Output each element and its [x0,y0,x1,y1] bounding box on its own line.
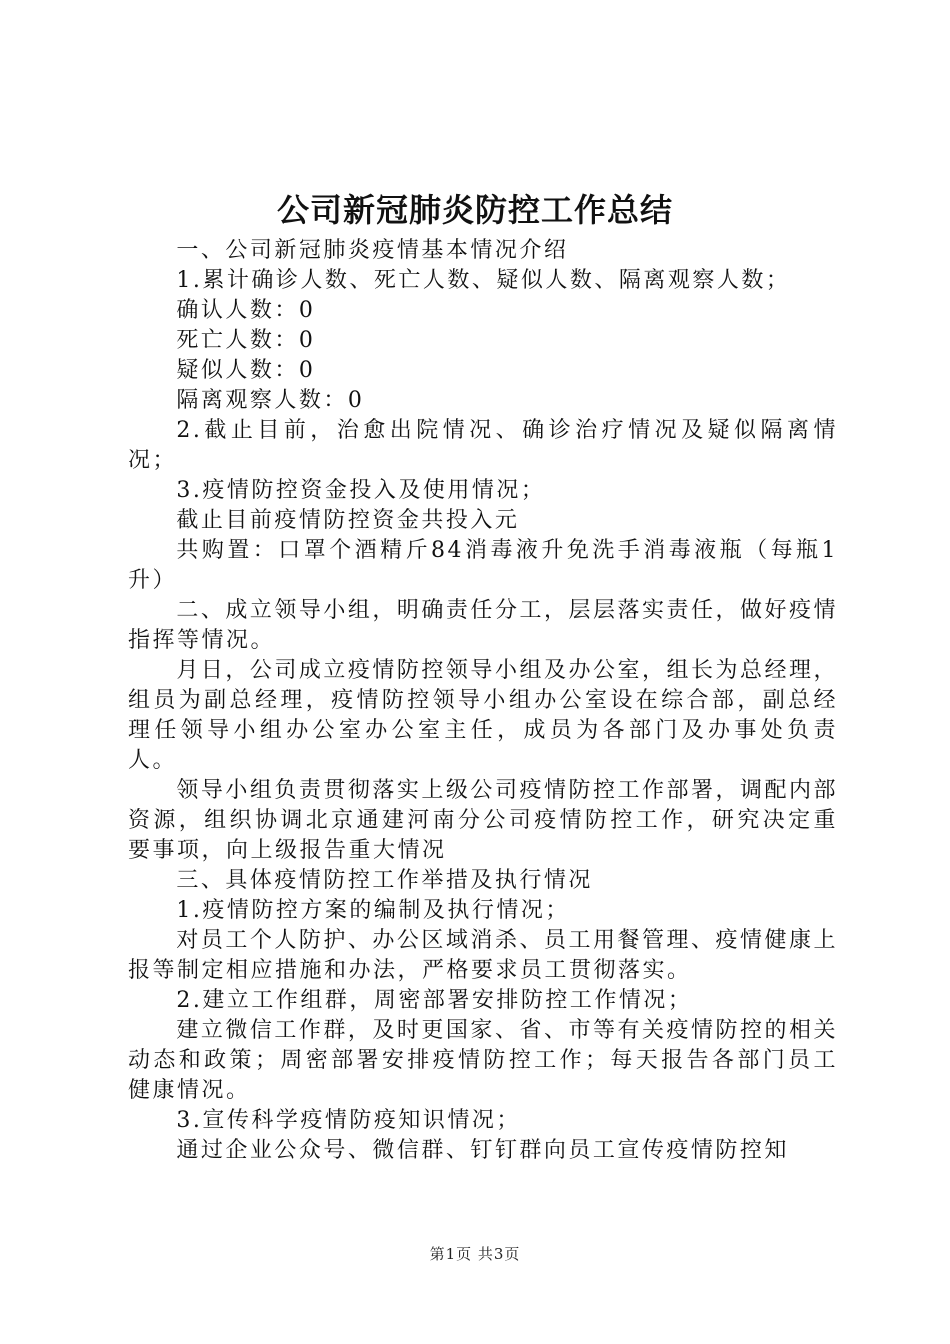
page-footer: 第1页 共3页 [429,1245,521,1263]
section-heading-3: 三、具体疫情防控工作举措及执行情况 [176,868,593,893]
paragraph: 建立微信工作群，及时更国家、省、市等有关疫情防控的相关动态和政策；周密部署安排疫情防控工作；每天报告各部门员工健康情况。 [128,1018,838,1103]
paragraph: 确认人数：0 [176,298,316,323]
paragraph: 共购置：口罩个酒精斤84消毒液升免洗手消毒液瓶（每瓶1升） [128,538,838,593]
paragraph: 1.疫情防控方案的编制及执行情况； [176,898,570,923]
paragraph: 2.建立工作组群，周密部署安排防控工作情况； [176,988,693,1013]
paragraph: 2.截止目前，治愈出院情况、确诊治疗情况及疑似隔离情况； [128,418,838,473]
paragraph: 隔离观察人数：0 [176,388,365,413]
document-body [128,236,838,1166]
paragraph: 领导小组负责贯彻落实上级公司疫情防控工作部署，调配内部资源，组织协调北京通建河南分公司疫情防控工作，研究决定重要事项，向上级报告重大情况 [128,778,838,863]
paragraph: 1.累计确诊人数、死亡人数、疑似人数、隔离观察人数； [176,268,791,293]
paragraph: 月日，公司成立疫情防控领导小组及办公室，组长为总经理，组员为副总经理，疫情防控领导小组办公室设在综合部，副总经理任领导小组办公室办公室主任，成员为各部门及办事处负责人。 [128,658,838,773]
paragraph: 死亡人数：0 [176,328,316,353]
section-heading-1: 一、公司新冠肺炎疫情基本情况介绍 [176,238,569,263]
paragraph: 对员工个人防护、办公区域消杀、员工用餐管理、疫情健康上报等制定相应措施和办法，严格要求员工贯彻落实。 [128,928,838,983]
paragraph: 疑似人数：0 [176,358,316,383]
paragraph: 3.宣传科学疫情防疫知识情况； [176,1108,521,1133]
paragraph: 截止目前疫情防控资金共投入元 [176,508,520,533]
paragraph: 通过企业公众号、微信群、钉钉群向员工宣传疫情防控知 [176,1138,789,1163]
paragraph: 3.疫情防控资金投入及使用情况； [176,478,546,503]
document-title: 公司新冠肺炎防控工作总结 [276,191,673,229]
section-heading-2: 二、成立领导小组，明确责任分工，层层落实责任，做好疫情指挥等情况。 [128,598,838,653]
